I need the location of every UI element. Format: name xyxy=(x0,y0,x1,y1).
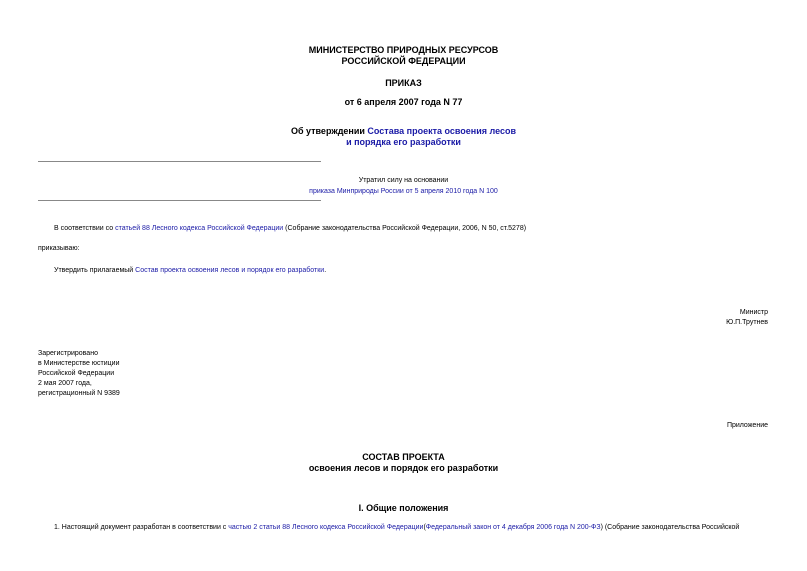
registration-line: Российской Федерации xyxy=(38,370,115,377)
separator-top xyxy=(38,161,321,162)
doc-date: от 6 апреля 2007 года N 77 xyxy=(344,97,463,107)
ministry-name xyxy=(0,45,807,67)
doc-type: ПРИКАЗ xyxy=(385,78,422,88)
registration-line: Зарегистрировано xyxy=(38,350,98,357)
signature-block xyxy=(726,308,768,328)
paragraph-approve xyxy=(54,266,326,276)
item1-paren: ( xyxy=(423,524,426,531)
repeal-order-link[interactable]: приказа Минприроды России от 5 апреля 2010 года N 100 xyxy=(309,188,498,195)
paragraph-basis xyxy=(54,224,526,234)
ministry-line-2: РОССИЙСКОЙ ФЕДЕРАЦИИ xyxy=(341,56,466,66)
para1-suffix: (Собрание законодательства Российской Федерации, 2006, N 50, ст.5278) xyxy=(283,225,527,232)
appendix-label: Приложение xyxy=(726,422,768,429)
separator-bottom xyxy=(38,200,321,201)
federal-law-link[interactable]: Федеральный закон от 4 декабря 2006 года N 200-ФЗ xyxy=(425,524,601,531)
section-title: I. Общие положения xyxy=(358,503,449,513)
title-link-line-1[interactable]: Состава проекта освоения лесов xyxy=(367,126,517,136)
appendix-item-1 xyxy=(54,523,739,533)
registration-block xyxy=(38,349,120,399)
appendix-title xyxy=(0,452,807,474)
forest-code-article-link[interactable]: статьей 88 Лесного кодекса Российской Федерации xyxy=(115,225,284,232)
signature-position: Министр xyxy=(739,309,768,316)
composition-link[interactable]: Состав проекта освоения лесов и порядок его разработки xyxy=(135,267,325,274)
signature-name: Ю.П.Трутнев xyxy=(726,319,768,326)
item1-suffix: ) (Собрание законодательства Российской xyxy=(600,524,740,531)
registration-line: 2 мая 2007 года, xyxy=(38,380,92,387)
order-word: приказываю: xyxy=(38,245,80,252)
registration-line: в Министерстве юстиции xyxy=(38,360,120,367)
registration-line: регистрационный N 9389 xyxy=(38,390,120,397)
doc-title xyxy=(0,126,807,148)
appendix-title-line-1: СОСТАВ ПРОЕКТА xyxy=(362,452,445,462)
ministry-line-1: МИНИСТЕРСТВО ПРИРОДНЫХ РЕСУРСОВ xyxy=(308,45,499,55)
forest-code-part2-link[interactable]: частью 2 статьи 88 Лесного кодекса Российской Федерации xyxy=(228,524,424,531)
item1-prefix: 1. Настоящий документ разработан в соответствии с xyxy=(54,524,229,531)
para2-prefix: Утвердить прилагаемый xyxy=(54,267,136,274)
title-link-line-2[interactable]: и порядка его разработки xyxy=(346,137,461,147)
repeal-notice xyxy=(0,175,807,197)
para2-suffix: . xyxy=(324,267,327,274)
title-prefix: Об утверждении xyxy=(290,126,368,136)
appendix-title-line-2: освоения лесов и порядок его разработки xyxy=(308,463,499,473)
repeal-notice-text: Утратил силу на основании xyxy=(358,177,449,184)
para1-prefix: В соответствии со xyxy=(54,225,116,232)
